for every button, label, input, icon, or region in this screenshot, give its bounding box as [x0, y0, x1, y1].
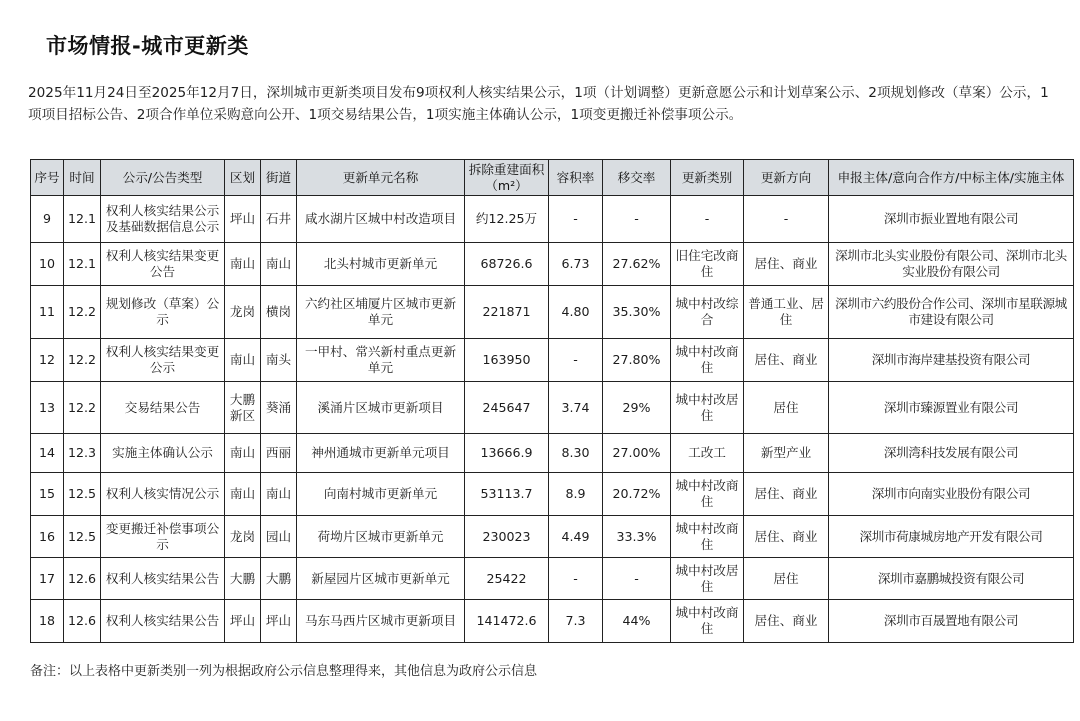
cell-street: 坪山	[261, 600, 297, 643]
table-body	[31, 196, 1074, 643]
cell-notice-type: 交易结果公告	[101, 382, 225, 434]
header-entity: 申报主体/意向合作方/中标主体/实施主体	[829, 160, 1074, 196]
cell-entity: 深圳市六约股份合作公司、深圳市星联源城市建设有限公司	[829, 286, 1074, 339]
cell-notice-type: 权利人核实结果变更公告	[101, 243, 225, 286]
cell-date: 12.2	[64, 339, 101, 382]
cell-district: 南山	[225, 473, 261, 516]
cell-unit-name: 马东马西片区城市更新项目	[297, 600, 465, 643]
cell-street: 石井	[261, 196, 297, 243]
cell-unit-name: 溪涌片区城市更新项目	[297, 382, 465, 434]
cell-entity: 深圳湾科技发展有限公司	[829, 434, 1074, 473]
cell-transfer-rate: 35.30%	[603, 286, 671, 339]
table-row	[31, 434, 1074, 473]
cell-area: 68726.6	[465, 243, 549, 286]
cell-transfer-rate: 20.72%	[603, 473, 671, 516]
cell-transfer-rate: 27.62%	[603, 243, 671, 286]
cell-street: 葵涌	[261, 382, 297, 434]
table-row	[31, 516, 1074, 558]
cell-entity: 深圳市海岸建基投资有限公司	[829, 339, 1074, 382]
header-district: 区划	[225, 160, 261, 196]
table-row	[31, 600, 1074, 643]
cell-index: 16	[31, 516, 64, 558]
cell-category: 城中村改居住	[671, 558, 744, 600]
cell-index: 15	[31, 473, 64, 516]
cell-direction: 居住	[744, 558, 829, 600]
cell-entity: 深圳市嘉鹏城投资有限公司	[829, 558, 1074, 600]
cell-direction: 居住、商业	[744, 600, 829, 643]
cell-entity: 深圳市向南实业股份有限公司	[829, 473, 1074, 516]
cell-category: 旧住宅改商住	[671, 243, 744, 286]
cell-district: 大鹏新区	[225, 382, 261, 434]
cell-plot-ratio: 3.74	[549, 382, 603, 434]
cell-entity: 深圳市北头实业股份有限公司、深圳市北头实业股份有限公司	[829, 243, 1074, 286]
cell-category: 城中村改商住	[671, 600, 744, 643]
cell-date: 12.2	[64, 382, 101, 434]
cell-area: 163950	[465, 339, 549, 382]
cell-area: 141472.6	[465, 600, 549, 643]
table-row	[31, 473, 1074, 516]
cell-street: 南山	[261, 243, 297, 286]
cell-category: 城中村改商住	[671, 516, 744, 558]
cell-index: 10	[31, 243, 64, 286]
cell-unit-name: 神州通城市更新单元项目	[297, 434, 465, 473]
cell-street: 大鹏	[261, 558, 297, 600]
cell-index: 17	[31, 558, 64, 600]
cell-index: 11	[31, 286, 64, 339]
cell-direction: -	[744, 196, 829, 243]
cell-area: 221871	[465, 286, 549, 339]
header-category: 更新类别	[671, 160, 744, 196]
table-row	[31, 382, 1074, 434]
cell-district: 坪山	[225, 600, 261, 643]
cell-plot-ratio: -	[549, 558, 603, 600]
header-direction: 更新方向	[744, 160, 829, 196]
table-header	[31, 160, 1074, 196]
table-row	[31, 558, 1074, 600]
cell-plot-ratio: 4.80	[549, 286, 603, 339]
cell-unit-name: 新屋园片区城市更新单元	[297, 558, 465, 600]
cell-notice-type: 权利人核实结果变更公示	[101, 339, 225, 382]
cell-plot-ratio: 7.3	[549, 600, 603, 643]
cell-entity: 深圳市臻源置业有限公司	[829, 382, 1074, 434]
cell-date: 12.6	[64, 600, 101, 643]
cell-district: 南山	[225, 243, 261, 286]
cell-unit-name: 一甲村、常兴新村重点更新单元	[297, 339, 465, 382]
cell-transfer-rate: -	[603, 558, 671, 600]
cell-date: 12.5	[64, 473, 101, 516]
cell-unit-name: 向南村城市更新单元	[297, 473, 465, 516]
cell-category: 城中村改商住	[671, 339, 744, 382]
cell-unit-name: 咸水湖片区城中村改造项目	[297, 196, 465, 243]
table-row	[31, 286, 1074, 339]
cell-category: 城中村改商住	[671, 473, 744, 516]
cell-street: 南头	[261, 339, 297, 382]
cell-direction: 居住	[744, 382, 829, 434]
header-transfer-rate: 移交率	[603, 160, 671, 196]
header-unit-name: 更新单元名称	[297, 160, 465, 196]
cell-plot-ratio: 8.30	[549, 434, 603, 473]
cell-index: 14	[31, 434, 64, 473]
cell-district: 龙岗	[225, 516, 261, 558]
cell-street: 横岗	[261, 286, 297, 339]
header-notice-type: 公示/公告类型	[101, 160, 225, 196]
page-title: 市场情报-城市更新类	[46, 34, 249, 58]
cell-notice-type: 实施主体确认公示	[101, 434, 225, 473]
cell-plot-ratio: 4.49	[549, 516, 603, 558]
cell-category: 城中村改居住	[671, 382, 744, 434]
cell-plot-ratio: 8.9	[549, 473, 603, 516]
table-row	[31, 196, 1074, 243]
cell-entity: 深圳市荷康城房地产开发有限公司	[829, 516, 1074, 558]
cell-category: 城中村改综合	[671, 286, 744, 339]
cell-unit-name: 荷坳片区城市更新单元	[297, 516, 465, 558]
cell-index: 18	[31, 600, 64, 643]
cell-street: 园山	[261, 516, 297, 558]
cell-notice-type: 权利人核实结果公告	[101, 600, 225, 643]
cell-direction: 普通工业、居住	[744, 286, 829, 339]
cell-plot-ratio: 6.73	[549, 243, 603, 286]
cell-district: 龙岗	[225, 286, 261, 339]
cell-plot-ratio: -	[549, 196, 603, 243]
cell-area: 25422	[465, 558, 549, 600]
footnote: 备注：以上表格中更新类别一列为根据政府公示信息整理得来，其他信息为政府公示信息	[30, 664, 538, 679]
cell-direction: 居住、商业	[744, 339, 829, 382]
cell-notice-type: 变更搬迁补偿事项公示	[101, 516, 225, 558]
cell-direction: 居住、商业	[744, 473, 829, 516]
cell-direction: 居住、商业	[744, 243, 829, 286]
cell-category: -	[671, 196, 744, 243]
projects-table	[30, 159, 1074, 643]
header-area: 拆除重建面积（m²）	[465, 160, 549, 196]
cell-unit-name: 六约社区埔厦片区城市更新单元	[297, 286, 465, 339]
cell-district: 南山	[225, 339, 261, 382]
cell-street: 西丽	[261, 434, 297, 473]
header-index: 序号	[31, 160, 64, 196]
cell-date: 12.2	[64, 286, 101, 339]
cell-date: 12.5	[64, 516, 101, 558]
cell-notice-type: 权利人核实结果公示及基础数据信息公示	[101, 196, 225, 243]
cell-area: 13666.9	[465, 434, 549, 473]
cell-district: 南山	[225, 434, 261, 473]
cell-area: 53113.7	[465, 473, 549, 516]
cell-area: 245647	[465, 382, 549, 434]
cell-notice-type: 规划修改（草案）公示	[101, 286, 225, 339]
cell-transfer-rate: 27.80%	[603, 339, 671, 382]
cell-entity: 深圳市振业置地有限公司	[829, 196, 1074, 243]
cell-district: 大鹏	[225, 558, 261, 600]
intro-paragraph: 2025年11月24日至2025年12月7日，深圳城市更新类项目发布9项权利人核实结果公示，1项（计划调整）更新意愿公示和计划草案公示、2项规划修改（草案）公示，1项项目招标公告、2项合作单位采购意向公开、1项交易结果公告，1项实施主体确认公示，1项变更搬迁补偿事项公示。	[28, 85, 1049, 123]
header-street: 街道	[261, 160, 297, 196]
cell-area: 约12.25万	[465, 196, 549, 243]
cell-transfer-rate: -	[603, 196, 671, 243]
cell-transfer-rate: 27.00%	[603, 434, 671, 473]
cell-area: 230023	[465, 516, 549, 558]
cell-unit-name: 北头村城市更新单元	[297, 243, 465, 286]
cell-index: 9	[31, 196, 64, 243]
cell-category: 工改工	[671, 434, 744, 473]
cell-index: 13	[31, 382, 64, 434]
cell-date: 12.1	[64, 196, 101, 243]
cell-index: 12	[31, 339, 64, 382]
header-date: 时间	[64, 160, 101, 196]
cell-direction: 新型产业	[744, 434, 829, 473]
cell-plot-ratio: -	[549, 339, 603, 382]
cell-transfer-rate: 44%	[603, 600, 671, 643]
table-row	[31, 243, 1074, 286]
cell-direction: 居住、商业	[744, 516, 829, 558]
table-row	[31, 339, 1074, 382]
cell-date: 12.3	[64, 434, 101, 473]
cell-date: 12.6	[64, 558, 101, 600]
cell-date: 12.1	[64, 243, 101, 286]
cell-street: 南山	[261, 473, 297, 516]
cell-notice-type: 权利人核实结果公告	[101, 558, 225, 600]
cell-transfer-rate: 33.3%	[603, 516, 671, 558]
cell-entity: 深圳市百晟置地有限公司	[829, 600, 1074, 643]
cell-transfer-rate: 29%	[603, 382, 671, 434]
cell-district: 坪山	[225, 196, 261, 243]
header-plot-ratio: 容积率	[549, 160, 603, 196]
cell-notice-type: 权利人核实情况公示	[101, 473, 225, 516]
